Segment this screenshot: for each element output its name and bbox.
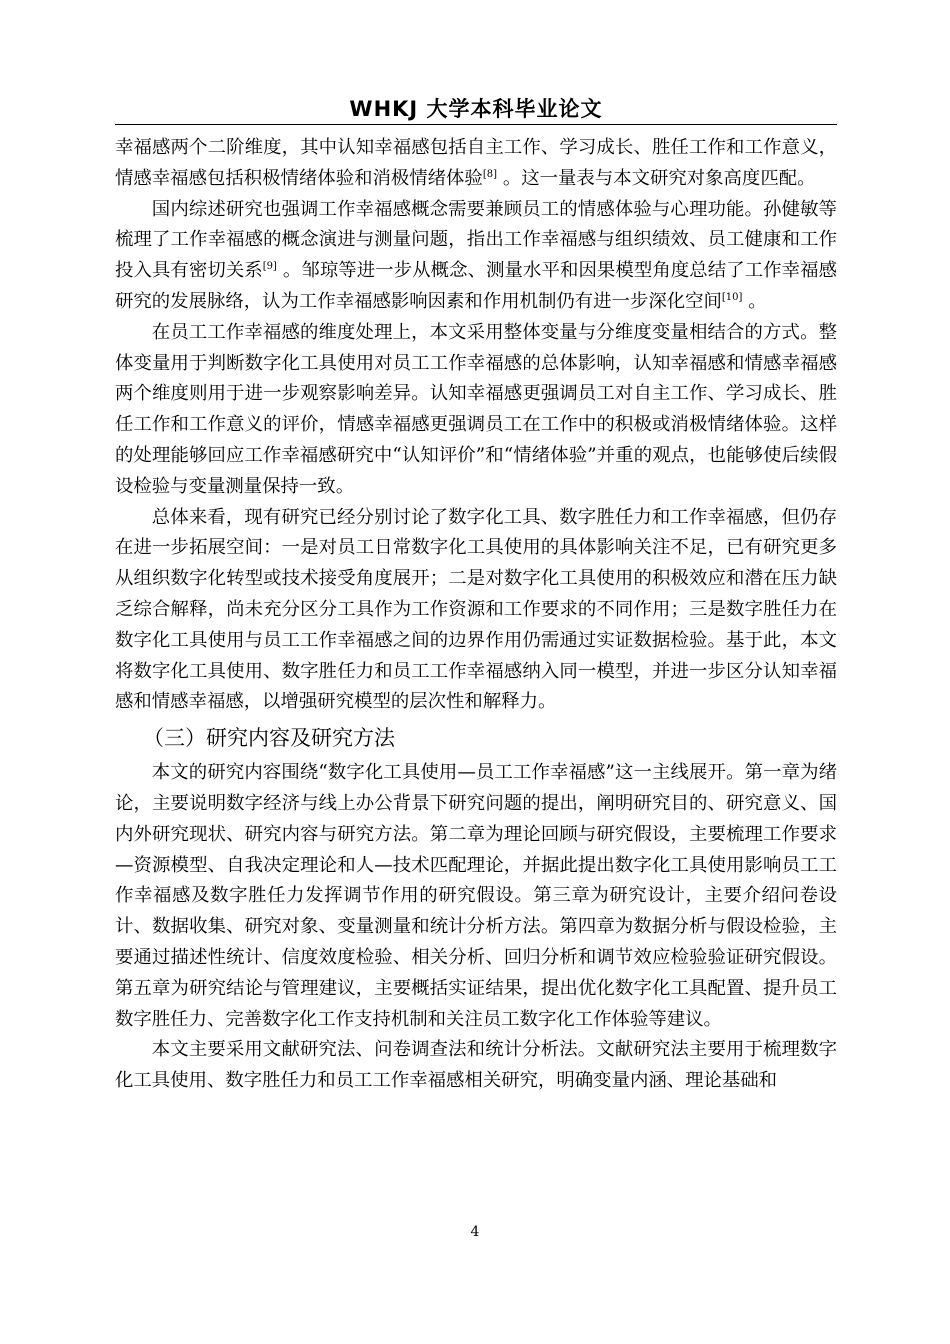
header-divider <box>115 124 837 125</box>
citation-ref: [8] <box>482 168 497 180</box>
page-number: 4 <box>470 1224 480 1240</box>
citation-ref: [9] <box>262 261 277 273</box>
page-header-title: WHKJ 大学本科毕业论文 <box>349 97 603 121</box>
paragraph-domestic-review: 国内综述研究也强调工作幸福感概念需要兼顾员工的情感体验与心理功能。孙健敏等梳理了工作幸福感的概念演进与测量问题，指出工作幸福感与组织绩效、员工健康和工作投入具有密切关系[9] 。邹琼等进一步从概念、测量水平和因果模型角度总结了工作幸福感研究的发展脉络，认为工作幸福感影响因素和作用机制仍有进一步深化空间[10] 。 <box>115 198 837 312</box>
paragraph-research-content: 本文的研究内容围绕“数字化工具使用—员工工作幸福感”这一主线展开。第一章为绪论，主要说明数字经济与线上办公背景下研究问题的提出，阐明研究目的、研究意义、国内外研究现状、研究内容与研究方法。第二章为理论回顾与研究假设，主要梳理工作要求—资源模型、自我决定理论和人—技术匹配理论，并据此提出数字化工具使用影响员工工作幸福感及数字胜任力发挥调节作用的研究假设。第三章为研究设计，主要介绍问卷设计、数据收集、研究对象、变量测量和统计分析方法。第四章为数据分析与假设检验，主要通过描述性统计、信度效度检验、相关分析、回归分析和调节效应检验验证研究假设。第五章为研究结论与管理建议，主要概括实证结果，提出优化数字化工具配置、提升员工数字胜任力、完善数字化工作支持机制和关注员工数字化工作体验等建议。 <box>115 762 837 1030</box>
paragraph-dimension-handling: 在员工工作幸福感的维度处理上，本文采用整体变量与分维度变量相结合的方式。整体变量用于判断数字化工具使用对员工工作幸福感的总体影响，认知幸福感和情感幸福感两个维度则用于进一步观察影响差异。认知幸福感更强调员工对自主工作、学习成长、胜任工作和工作意义的评价，情感幸福感更强调员工在工作中的积极或消极情绪体验。这样的处理能够回应工作幸福感研究中“认知评价”和“情绪体验”并重的观点，也能够使后续假设检验与变量测量保持一致。 <box>115 321 837 497</box>
page-body <box>115 133 837 1097</box>
citation-ref: [10] <box>721 291 743 303</box>
paragraph-continuation: 幸福感两个二阶维度，其中认知幸福感包括自主工作、学习成长、胜任工作和工作意义，情感幸福感包括积极情绪体验和消极情绪体验[8] 。这一量表与本文研究对象高度匹配。 <box>115 137 837 189</box>
paragraph-research-methods: 本文主要采用文献研究法、问卷调查法和统计分析法。文献研究法主要用于梳理数字化工具使用、数字胜任力和员工工作幸福感相关研究，明确变量内涵、理论基础和 <box>115 1039 837 1092</box>
section-heading: （三）研究内容及研究方法 <box>143 726 395 751</box>
paragraph-summary: 总体来看，现有研究已经分别讨论了数字化工具、数字胜任力和工作幸福感，但仍存在进一步拓展空间：一是对员工日常数字化工具使用的具体影响关注不足，已有研究更多从组织数字化转型或技术接受角度展开；二是对数字化工具使用的积极效应和潜在压力缺乏综合解释，尚未充分区分工具作为工作资源和工作要求的不同作用；三是数字胜任力在数字化工具使用与员工工作幸福感之间的边界作用仍需通过实证数据检验。基于此，本文将数字化工具使用、数字胜任力和员工工作幸福感纳入同一模型，并进一步区分认知幸福感和情感幸福感，以增强研究模型的层次性和解释力。 <box>115 506 837 713</box>
